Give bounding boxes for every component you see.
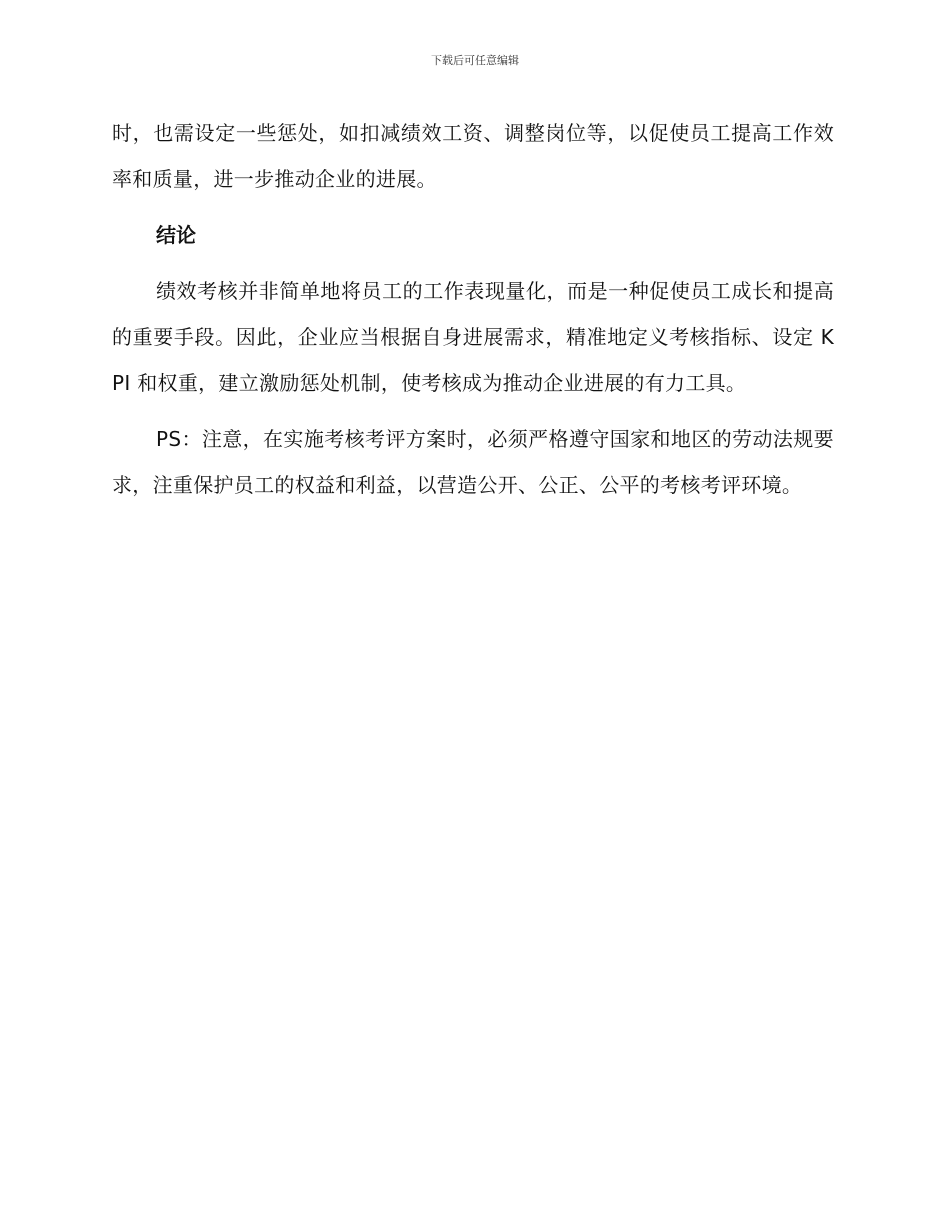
conclusion-paragraph: 绩效考核并非简单地将员工的工作表现量化，而是一种促使员工成长和提高的重要手段。因此，企业应当根据自身进展需求，精准地定义考核指标、设定 KPI 和权重，建立激励惩处机制，使考核成为推动企业进展的有力工具。 <box>112 279 834 395</box>
continuation-paragraph: 时，也需设定一些惩处，如扣减绩效工资、调整岗位等，以促使员工提高工作效率和质量，进一步推动企业的进展。 <box>112 121 834 191</box>
conclusion-heading: 结论 <box>156 223 196 247</box>
document-body <box>112 110 834 508</box>
ps-paragraph: PS：注意，在实施考核考评方案时，必须严格遵守国家和地区的劳动法规要求，注重保护员工的权益和利益，以营造公开、公正、公平的考核考评环境。 <box>112 427 834 497</box>
page-header: 下载后可任意编辑 <box>431 54 519 67</box>
